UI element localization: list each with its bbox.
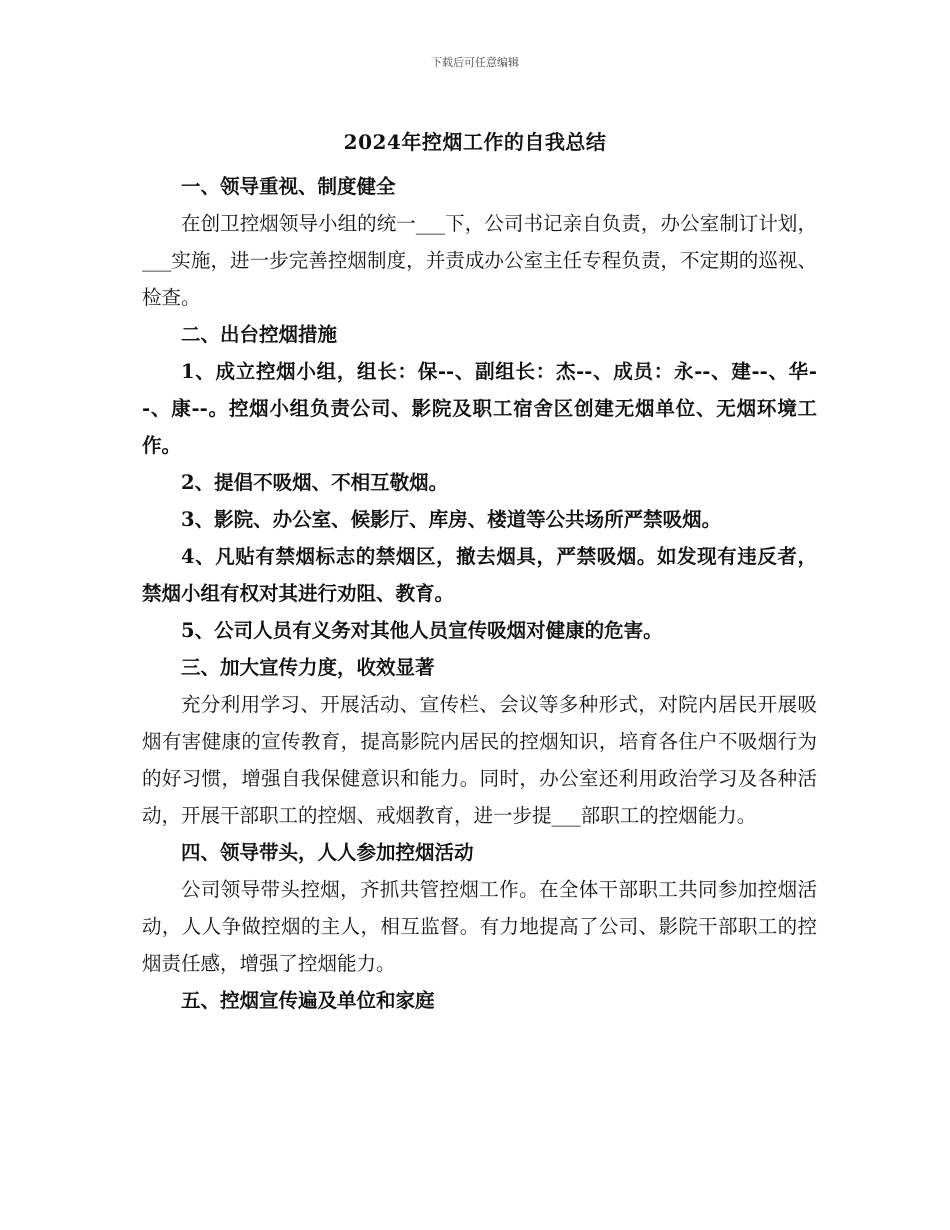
measure-item-3: 3、影院、办公室、候影厅、库房、楼道等公共场所严禁吸烟。 bbox=[181, 508, 722, 531]
document-body bbox=[142, 168, 817, 1019]
page-header: 下载后可任意编辑 bbox=[431, 56, 519, 69]
measure-item-2: 2、提倡不吸烟、不相互敬烟。 bbox=[181, 471, 449, 494]
measure-item-1: 1、成立控烟小组，组长：保--、副组长：杰--、成员：永--、建--、华--、康--。控烟小组负责公司、影院及职工宿舍区创建无烟单位、无烟环境工作。 bbox=[142, 360, 817, 457]
section-heading-2: 二、出台控烟措施 bbox=[181, 323, 338, 346]
body-paragraph-3: 公司领导带头控烟，齐抓共管控烟工作。在全体干部职工共同参加控烟活动，人人争做控烟的主人，相互监督。有力地提高了公司、影院干部职工的控烟责任感，增强了控烟能力。 bbox=[142, 878, 817, 975]
section-heading-3: 三、加大宣传力度，收效显著 bbox=[181, 656, 435, 679]
body-paragraph-1: 在创卫控烟领导小组的统一___下，公司书记亲自负责，办公室制订计划，___实施，进一步完善控烟制度，并责成办公室主任专程负责，不定期的巡视、检查。 bbox=[142, 212, 817, 309]
section-heading-1: 一、领导重视、制度健全 bbox=[181, 175, 396, 198]
measure-item-5: 5、公司人员有义务对其他人员宣传吸烟对健康的危害。 bbox=[181, 619, 663, 642]
section-heading-4: 四、领导带头，人人参加控烟活动 bbox=[181, 841, 474, 864]
measure-item-4: 4、凡贴有禁烟标志的禁烟区，撤去烟具，严禁吸烟。如发现有违反者，禁烟小组有权对其进行劝阻、教育。 bbox=[142, 545, 817, 605]
body-paragraph-2: 充分利用学习、开展活动、宣传栏、会议等多种形式，对院内居民开展吸烟有害健康的宣传教育，提高影院内居民的控烟知识，培育各住户不吸烟行为的好习惯，增强自我保健意识和能力。同时，办公室还利用政治学习及各种活动，开展干部职工的控烟、戒烟教育，进一步提___部职工的控烟能力。 bbox=[142, 693, 817, 827]
section-heading-5: 五、控烟宣传遍及单位和家庭 bbox=[181, 989, 435, 1012]
document-title: 2024年控烟工作的自我总结 bbox=[343, 130, 607, 154]
